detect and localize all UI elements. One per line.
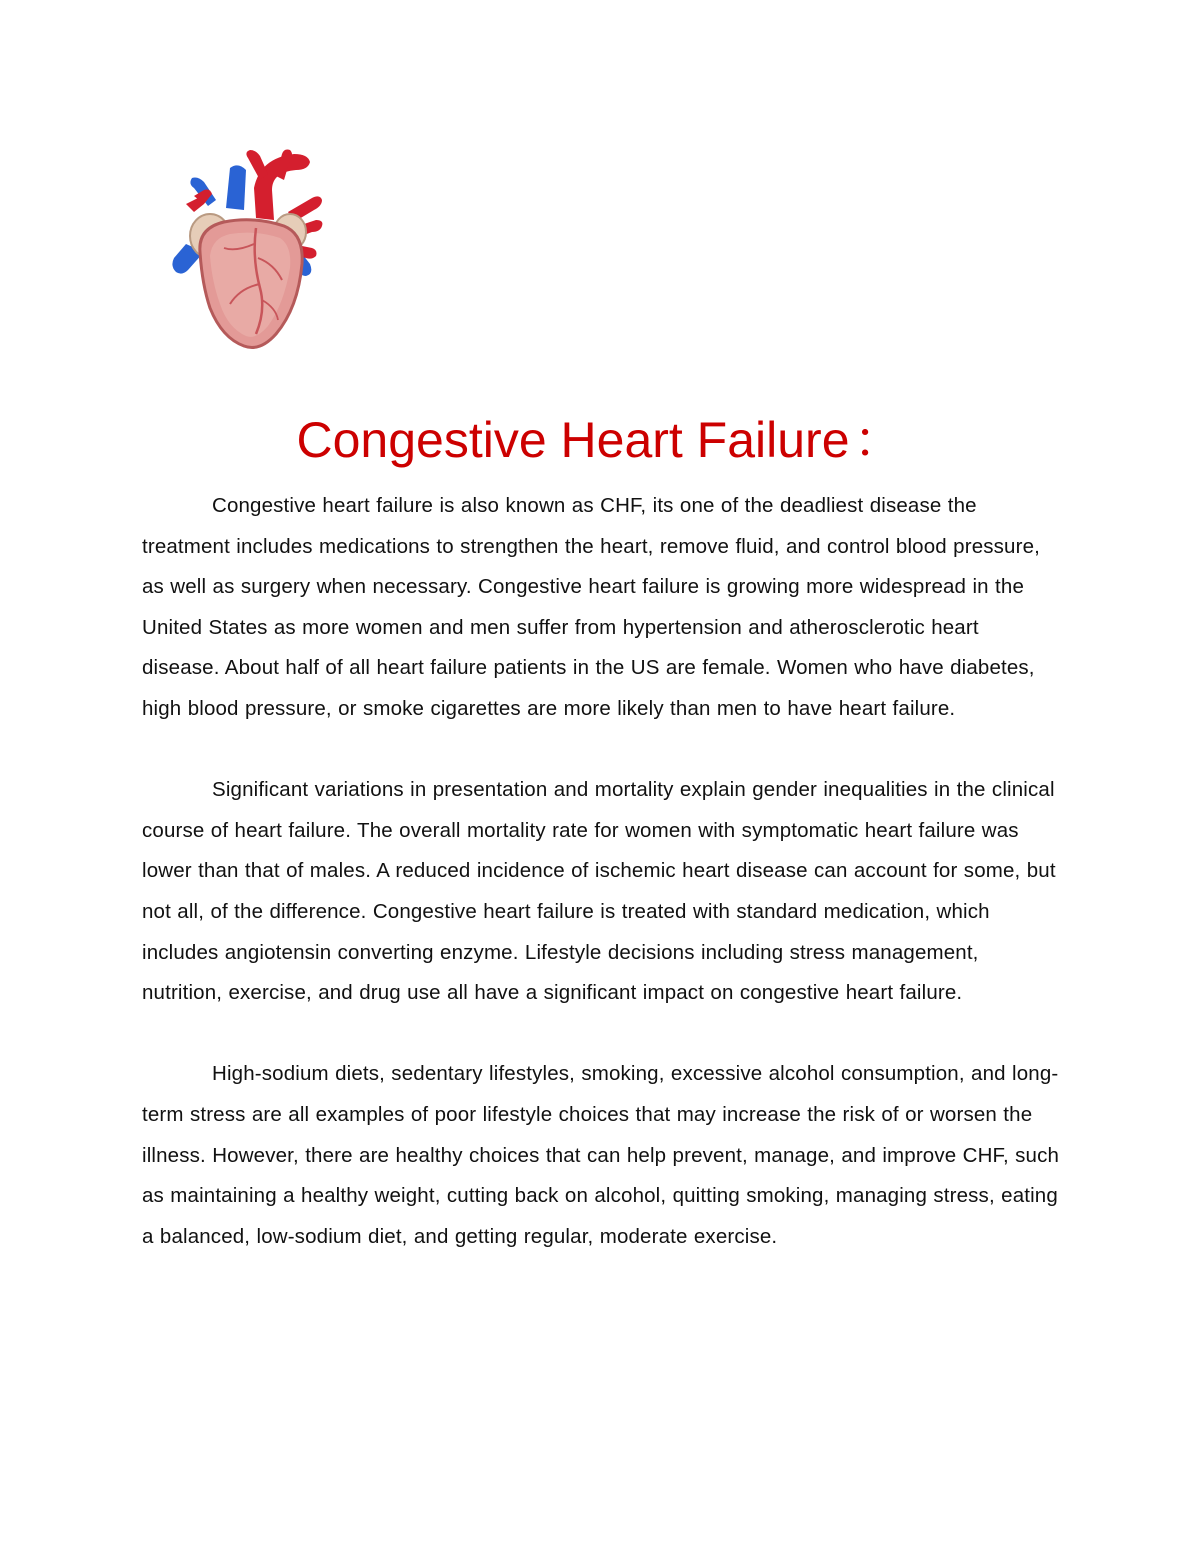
document-body (142, 486, 1062, 1257)
document-title (0, 408, 1200, 472)
document-title-text: Congestive Heart Failure (296, 412, 850, 468)
paragraph: High-sodium diets, sedentary lifestyles, smoking, excessive alcohol consumption, and long-term stress are all examples of poor lifestyle choices that may increase the risk of or worsen the illness. However, there are healthy choices that can help prevent, manage, and improve CHF, such as maintaining a healthy weight, cutting back on alcohol, quitting smoking, managing stress, eating a balanced, low-sodium diet, and getting regular, moderate exercise. (142, 1062, 1060, 1248)
document-title-colon: ： (853, 412, 904, 468)
paragraph: Significant variations in presentation and mortality explain gender inequalities in the clinical course of heart failure. The overall mortality rate for women with symptomatic heart failure was lower than that of males. A reduced incidence of ischemic heart disease can account for some, but not all, of the difference. Congestive heart failure is treated with standard medication, which includes angiotensin converting enzyme. Lifestyle decisions including stress management, nutrition, exercise, and drug use all have a significant impact on congestive heart failure. (142, 778, 1056, 1005)
paragraph: Congestive heart failure is also known as CHF, its one of the deadliest disease the treatment includes medications to strengthen the heart, remove fluid, and control blood pressure, as well as surgery when necessary. Congestive heart failure is growing more widespread in the United States as more women and men suffer from hypertension and atherosclerotic heart disease. About half of all heart failure patients in the US are female. Women who have diabetes, high blood pressure, or smoke cigarettes are more likely than men to have heart failure. (142, 494, 1040, 720)
anatomical-heart-icon (164, 148, 336, 354)
